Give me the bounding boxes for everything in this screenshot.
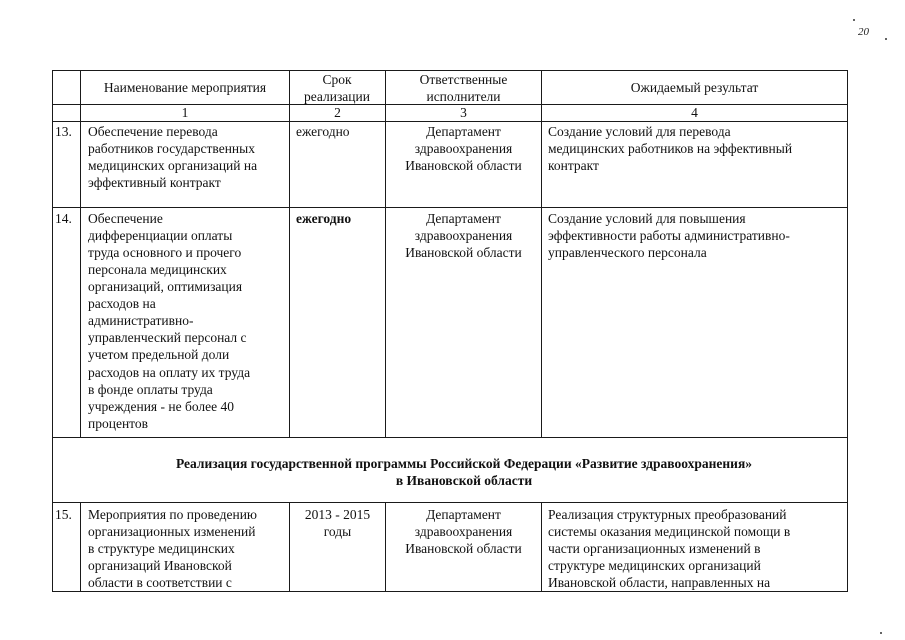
row-result-line: системы оказания медицинской помощи в bbox=[548, 524, 791, 539]
row-responsible-line: Департамент bbox=[426, 124, 501, 139]
row-name-line: процентов bbox=[88, 416, 149, 431]
scan-speck bbox=[853, 19, 855, 21]
row-number: 14. bbox=[55, 211, 72, 226]
row-result-line: структуре медицинских организаций bbox=[548, 558, 761, 573]
row-term-line: 2013 - 2015 bbox=[304, 507, 371, 522]
header-result: Ожидаемый результат bbox=[630, 80, 759, 95]
row-name-line: расходов на bbox=[88, 296, 156, 311]
header-name: Наименование мероприятия bbox=[103, 80, 267, 95]
row-name-line: расходов на оплату их труда bbox=[88, 365, 251, 380]
header-term: Срок реализации bbox=[304, 72, 370, 105]
row-result-line: управленческого персонала bbox=[548, 245, 707, 260]
row-name-line: учреждения - не более 40 bbox=[88, 399, 235, 414]
row-name-line: в структуре медицинских bbox=[88, 541, 235, 556]
row-term: ежегодно bbox=[296, 211, 352, 226]
scan-speck bbox=[880, 632, 882, 634]
row-name-line: Обеспечение bbox=[88, 211, 163, 226]
row-number: 13. bbox=[55, 124, 72, 139]
row-responsible-line: здравоохранения bbox=[414, 524, 513, 539]
row-result-line: Реализация структурных преобразований bbox=[548, 507, 787, 522]
scan-speck bbox=[885, 38, 887, 40]
row-number: 15. bbox=[55, 507, 72, 522]
column-number: 2 bbox=[334, 105, 341, 120]
row-name-line: дифференциации оплаты bbox=[88, 228, 233, 243]
row-responsible-line: Департамент bbox=[426, 507, 501, 522]
column-number: 3 bbox=[460, 105, 467, 120]
row-name-line: учетом предельной доли bbox=[88, 347, 230, 362]
row-name-line: организационных изменений bbox=[88, 524, 256, 539]
section-heading bbox=[80, 455, 848, 489]
column-number: 4 bbox=[691, 105, 698, 120]
row-result-line: части организационных изменений в bbox=[548, 541, 761, 556]
row-name-line: организаций Ивановской bbox=[88, 558, 232, 573]
row-term: ежегодно bbox=[296, 124, 350, 139]
row-result-line: контракт bbox=[548, 158, 599, 173]
row-name-line: работников государственных bbox=[88, 141, 255, 156]
row-name-line: организаций, оптимизация bbox=[88, 279, 243, 294]
row-name-line: области в соответствии с bbox=[88, 575, 232, 590]
row-name-line: управленческий персонал с bbox=[88, 330, 247, 345]
row-result-line: эффективности работы административно- bbox=[548, 228, 790, 243]
row-name-line: персонала медицинских bbox=[88, 262, 227, 277]
row-name-line: медицинских организаций на bbox=[88, 158, 258, 173]
row-result-line: Ивановской области, направленных на bbox=[548, 575, 771, 590]
row-name-line: в фонде оплаты труда bbox=[88, 382, 213, 397]
row-result-line: Создание условий для перевода bbox=[548, 124, 731, 139]
section-heading-line: Реализация государственной программы Российской Федерации «Развитие здравоохранения» bbox=[175, 456, 753, 471]
page-number: 20 bbox=[858, 26, 869, 38]
row-responsible-line: Ивановской области bbox=[405, 541, 522, 556]
row-result-line: Создание условий для повышения bbox=[548, 211, 746, 226]
row-result-line: медицинских работников на эффективный bbox=[548, 141, 793, 156]
row-term-line: годы bbox=[323, 524, 352, 539]
row-responsible-line: Департамент bbox=[426, 211, 501, 226]
row-name-line: Мероприятия по проведению bbox=[88, 507, 258, 522]
row-name-line: труда основного и прочего bbox=[88, 245, 242, 260]
row-responsible-line: здравоохранения bbox=[414, 228, 513, 243]
row-name-line: эффективный контракт bbox=[88, 175, 221, 190]
header-responsible: Ответственные исполнители bbox=[419, 72, 508, 105]
row-responsible-line: здравоохранения bbox=[414, 141, 513, 156]
row-responsible-line: Ивановской области bbox=[405, 158, 522, 173]
row-name-line: Обеспечение перевода bbox=[88, 124, 218, 139]
row-responsible-line: Ивановской области bbox=[405, 245, 522, 260]
section-heading-line: в Ивановской области bbox=[395, 473, 533, 488]
row-name-line: административно- bbox=[88, 313, 194, 328]
column-number: 1 bbox=[181, 105, 189, 120]
